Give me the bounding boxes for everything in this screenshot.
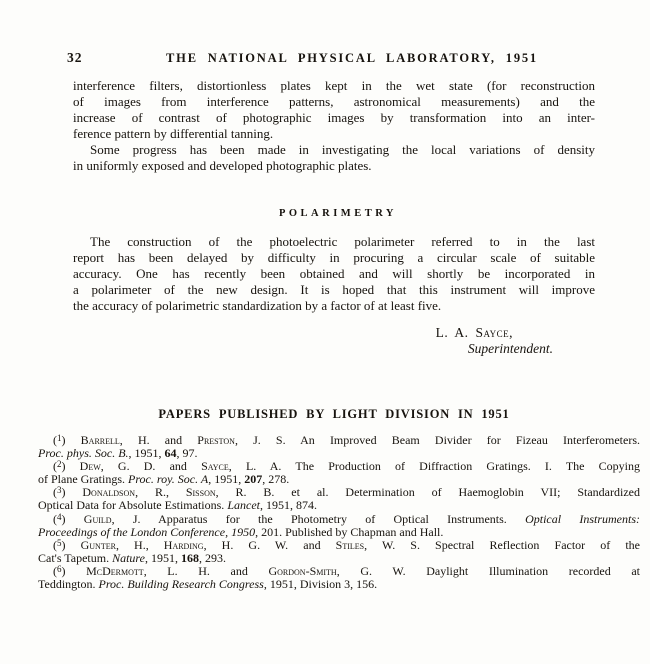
reference-number: 5	[57, 537, 62, 548]
text-segment: Sayce	[201, 459, 229, 474]
text-segment: (	[53, 433, 57, 447]
text-segment: Optical Data for Absolute Estimations.	[38, 498, 228, 513]
section-heading-polarimetry: POLARIMETRY	[278, 208, 398, 219]
text-segment: (	[53, 459, 57, 474]
text-segment: )	[61, 459, 80, 474]
text-segment: , 1951,	[128, 446, 165, 461]
text-segment: , J. S. An Improved Beam Divider for Fizeau Interferometers.	[234, 433, 640, 447]
text-segment: Gunter	[80, 537, 116, 552]
text-segment: ,	[509, 325, 513, 340]
text-line	[38, 578, 640, 591]
text-segment: , 1951, 874.	[259, 498, 317, 513]
text-segment: Harding	[163, 537, 204, 552]
text-segment: Proc. phys. Soc. B.	[38, 446, 129, 461]
reference-number: 2	[57, 459, 62, 470]
text-segment: )	[61, 433, 81, 447]
text-line: accuracy. One has recently been obtained and will shortly be incorporated in	[73, 266, 595, 281]
text-segment: Proc. Building Research Congress	[98, 577, 264, 592]
text-line: of images from interference patterns, astronomical measurements) and the	[73, 94, 595, 109]
text-line: a polarimeter of the new design. It is hoped that this instrument will improve	[73, 282, 595, 297]
text-segment: McDermott	[86, 563, 144, 578]
text-segment: , R. B. et al. Determination of Haemoglobin VII; Standardized	[215, 485, 640, 500]
text-segment: (	[53, 511, 57, 526]
text-line: increase of contrast of photographic images by transformation into an inter-	[73, 110, 595, 125]
text-segment: L. A.	[435, 325, 476, 340]
signature-name	[73, 325, 595, 341]
text-segment: 207	[244, 472, 263, 487]
reference-item	[38, 513, 640, 539]
text-segment: , G. D. and	[100, 459, 202, 474]
text-segment: )	[61, 485, 83, 500]
text-line: report has been delayed by difficulty in procuring a circular scale of suitable	[73, 250, 595, 265]
text-segment: )	[61, 563, 87, 578]
reference-item	[38, 460, 640, 486]
text-segment: )	[61, 511, 84, 526]
text-line: in uniformly exposed and developed photographic plates.	[73, 158, 372, 173]
reference-item	[38, 565, 640, 591]
text-segment: Lancet	[227, 498, 260, 513]
paragraph-interference-filters	[73, 78, 595, 142]
references-list	[38, 434, 640, 591]
text-segment: 168	[180, 550, 199, 565]
text-segment: Cat's Tapetum.	[38, 550, 113, 565]
text-segment: , 1951, Division 3, 156.	[263, 577, 378, 592]
text-segment: Proc. roy. Soc. A	[127, 472, 209, 487]
text-segment: , G. W. Daylight Illumination recorded at	[336, 563, 641, 578]
text-segment: Sayce	[475, 325, 510, 340]
text-segment: , 1951,	[144, 550, 181, 565]
reference-item	[38, 539, 640, 565]
reference-number: 4	[57, 511, 62, 522]
paragraph-polarimeter	[73, 234, 595, 314]
text-segment: Barrell	[80, 433, 120, 447]
reference-item	[38, 486, 640, 512]
text-segment: , 293.	[198, 550, 226, 565]
text-segment: Preston	[197, 433, 235, 447]
text-segment: Sisson	[185, 485, 216, 500]
text-segment: , 278.	[262, 472, 290, 487]
text-segment: , W. S. Spectral Reflection Factor of the	[364, 537, 640, 552]
running-title: THE NATIONAL PHYSICAL LABORATORY, 1951	[166, 51, 538, 65]
text-segment: Dew	[79, 459, 101, 474]
section-heading-papers: PAPERS PUBLISHED BY LIGHT DIVISION IN 1951	[158, 407, 510, 421]
reference-number: 6	[57, 563, 62, 574]
text-line: the accuracy of polarimetric standardization by a factor of at least five.	[73, 298, 442, 313]
text-segment: , R.,	[135, 485, 186, 500]
text-segment: (	[53, 485, 57, 500]
text-segment: , H. and	[119, 433, 198, 447]
text-line: ference pattern by differential tanning.	[73, 126, 274, 141]
signature-block	[73, 325, 595, 357]
text-segment: , 1951,	[208, 472, 245, 487]
text-segment: Stiles	[335, 537, 365, 552]
text-line: The construction of the photoelectric polarimeter referred to in the last	[90, 234, 595, 249]
text-segment: Proceedings of the London Conference, 1950	[38, 524, 256, 539]
text-segment: , 97.	[176, 446, 198, 461]
text-segment: , H. G. W. and	[203, 537, 336, 552]
signature-role: Superintendent.	[467, 341, 553, 356]
text-segment: , L. H. and	[143, 563, 269, 578]
page-header	[67, 50, 595, 66]
text-segment: of Plane Gratings.	[38, 472, 128, 487]
text-segment: , L. A. The Production of Diffraction Gratings. I. The Copying	[228, 459, 640, 474]
text-segment: 64	[164, 446, 177, 461]
page-number: 32	[67, 50, 83, 65]
text-segment: Nature	[112, 550, 145, 565]
reference-item	[38, 434, 640, 460]
text-segment: , H.,	[115, 537, 164, 552]
text-segment: )	[61, 537, 81, 552]
text-line: Some progress has been made in investigating the local variations of density	[90, 142, 595, 157]
text-segment: , J. Apparatus for the Photometry of Optical Instruments.	[111, 511, 526, 526]
text-segment: Donaldson	[82, 485, 136, 500]
text-line: interference filters, distortionless plates kept in the wet state (for reconstruction	[73, 78, 595, 93]
text-segment: Gordon-Smith	[268, 563, 337, 578]
text-segment: , 201. Published by Chapman and Hall.	[255, 524, 444, 539]
paragraph-density-progress	[73, 142, 595, 174]
text-segment: Teddington.	[38, 577, 99, 592]
text-segment: Guild	[83, 511, 112, 526]
reference-number: 3	[57, 485, 62, 496]
text-segment: (	[53, 563, 57, 578]
reference-number: 1	[57, 433, 62, 443]
text-segment: Optical Instruments:	[525, 511, 641, 526]
text-segment: (	[53, 537, 57, 552]
